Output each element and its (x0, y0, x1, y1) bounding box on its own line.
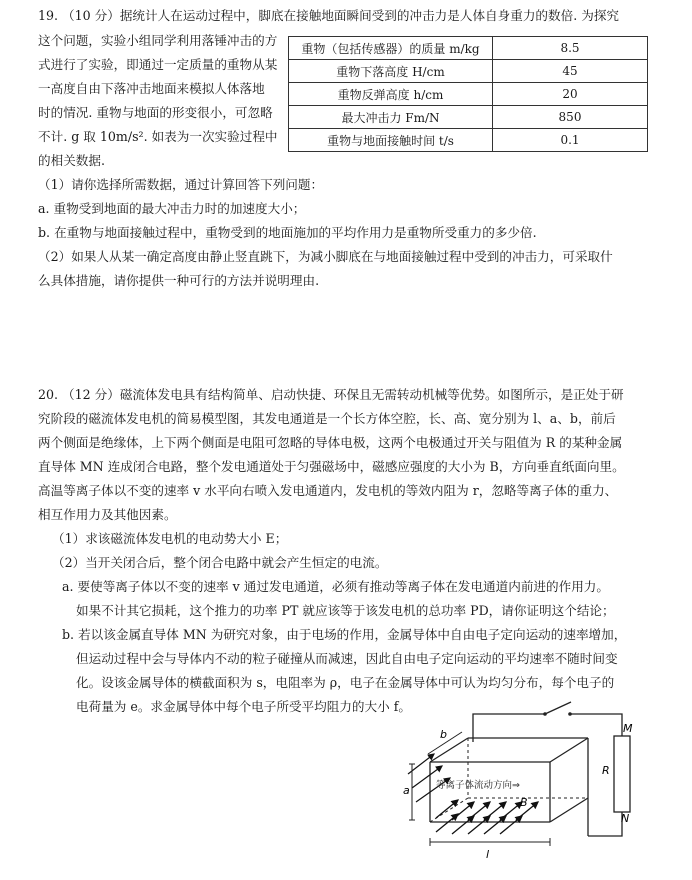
table-row (289, 106, 648, 129)
q20-line: 直导体 MN 连成闭合电路，整个发电通道处于匀强磁场中，磁感应强度的大小为 B，方向垂直纸面向里。 (38, 459, 625, 474)
table-row (289, 37, 648, 60)
label-N: N (621, 812, 630, 825)
table-cell-label: 重物（包括传感器）的质量 m/kg (289, 37, 493, 60)
q20-part2: （2）当开关闭合后，整个闭合电路中就会产生恒定的电流。 (52, 555, 388, 570)
table-cell-label: 重物反弹高度 h/cm (289, 83, 493, 106)
q19-data-table (288, 36, 648, 152)
q20-part2b-line: 但运动过程中会与导体内不动的粒子碰撞从而减速，因此自由电子定向运动的平均速率不随时间变 (76, 651, 618, 666)
q19-part2-line2: 么具体措施，请你提供一种可行的方法并说明理由. (38, 273, 320, 288)
resistor-mn (614, 736, 630, 812)
circuit-wire (473, 702, 622, 836)
q20-part2b-line: 化。设该金属导体的横截面积为 s，电阻率为 ρ，电子在金属导体中可认为均匀分布，每个电子的 (76, 675, 615, 690)
table-cell-label: 重物下落高度 H/cm (289, 60, 493, 83)
q20-line: 两个侧面是绝缘体，上下两个侧面是电阻可忽略的导体电极，这两个电极通过开关与阻值为 R 的某种金属 (38, 435, 623, 450)
q20-part2a-line: 如果不计其它损耗，这个推力的功率 PT 就应该等于该发电机的总功率 PD，请你证明这个结论； (76, 603, 615, 618)
q19-intro-line: 这个问题，实验小组同学利用落锤冲击的方 (38, 33, 278, 48)
table-row (289, 83, 648, 106)
q19-part2-line1: （2）如果人从某一确定高度由静止竖直跳下，为减小脚底在与地面接触过程中受到的冲击力，可采取什 (38, 249, 613, 264)
label-a: a (403, 784, 410, 797)
q19-part1a: a. 重物受到地面的最大冲击力时的加速度大小； (38, 201, 306, 216)
switch-contact (568, 712, 572, 716)
q19-intro-line: 时的情况. 重物与地面的形变很小，可忽略 (38, 105, 273, 120)
q20-line: 20. （12 分）磁流体发电具有结构简单、启动快捷、环保且无需转动机械等优势。如图所示，是正处于研 (38, 387, 624, 402)
switch-contact (543, 712, 547, 716)
q19-lead: 19. （10 分）据统计人在运动过程中，脚底在接触地面瞬间受到的冲击力是人体自身重力的数倍. 为探究 (38, 8, 620, 23)
table-row (289, 60, 648, 83)
table-cell-value: 45 (493, 60, 648, 83)
flow-direction-label: 等离子体流动方向⇒ (436, 780, 520, 791)
q19-intro-line: 不计. g 取 10m/s². 如表为一次实验过程中 (38, 129, 278, 144)
label-l: l (486, 848, 490, 861)
label-M: M (623, 722, 633, 735)
label-b: b (440, 728, 447, 741)
q19-part1b: b. 在重物与地面接触过程中，重物受到的地面施加的平均作用力是重物所受重力的多少倍. (38, 225, 537, 240)
q20-part1: （1）求该磁流体发电机的电动势大小 E； (52, 531, 288, 546)
q20-part2a-line: a. 要使等离子体以不变的速率 v 通过发电通道，必须有推动等离子体在发电通道内前进的作用力。 (62, 579, 609, 594)
label-B: B (520, 796, 528, 809)
dimension-l (430, 838, 550, 846)
q20-line: 高温等离子体以不变的速率 v 水平向右喷入发电通道内，发电机的等效内阻为 r，忽略等离子体的重力、 (38, 483, 618, 498)
q20-part2b-line: b. 若以该金属直导体 MN 为研究对象，由于电场的作用，金属导体中自由电子定向运动的速率增加， (62, 627, 627, 642)
mhd-generator-figure (400, 696, 650, 872)
table-row (289, 129, 648, 152)
plasma-inflow-arrows (408, 754, 450, 802)
q20-line: 究阶段的磁流体发电机的简易模型图，其发电通道是一个长方体空腔，长、高、宽分别为 l、a、b，前后 (38, 411, 616, 426)
q19-part1: （1）请你选择所需数据，通过计算回答下列问题： (38, 177, 324, 192)
table-cell-value: 850 (493, 106, 648, 129)
q20-part2b-line: 电荷量为 e。求金属导体中每个电子所受平均阻力的大小 f。 (76, 699, 411, 714)
table-cell-value: 8.5 (493, 37, 648, 60)
table-cell-value: 20 (493, 83, 648, 106)
q19-intro-line: 的相关数据. (38, 153, 105, 168)
label-R: R (602, 764, 610, 777)
q20-line: 相互作用力及其他因素。 (38, 507, 177, 522)
q19-intro-line: 式进行了实验，即通过一定质量的重物从某 (38, 57, 278, 72)
q19-intro-line: 一高度自由下落冲击地面来模拟人体落地 (38, 81, 265, 96)
table-cell-label: 重物与地面接触时间 t/s (289, 129, 493, 152)
table-cell-value: 0.1 (493, 129, 648, 152)
table-cell-label: 最大冲击力 Fm/N (289, 106, 493, 129)
